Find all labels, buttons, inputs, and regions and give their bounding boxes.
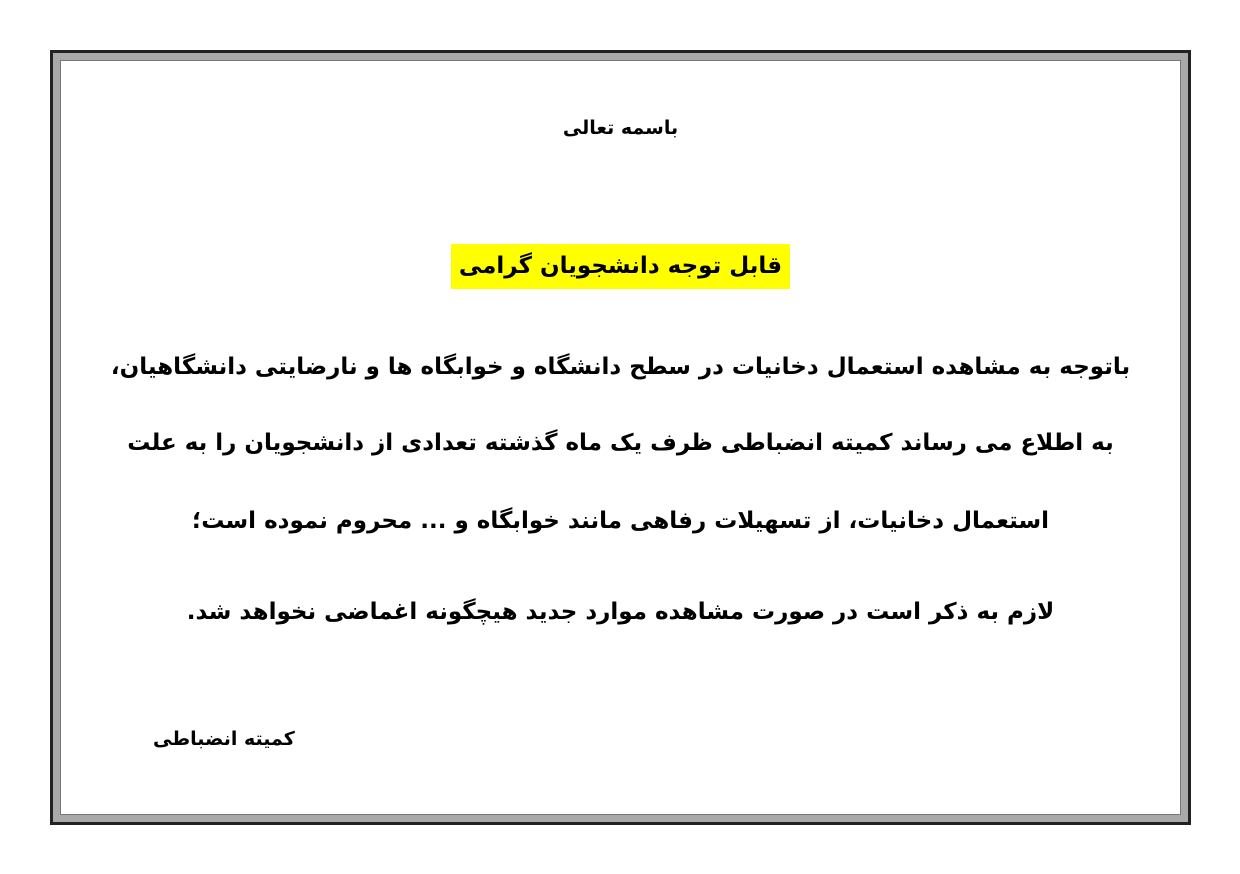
document-frame [50,50,1191,825]
body-line: به اطلاع می رساند کمیته انضباطی ظرف یک ماه گذشته تعدادی از دانشجویان را به علت [127,430,1114,456]
subject-highlight: قابل توجه دانشجویان گرامی [451,244,790,289]
document-page [60,60,1181,815]
body-line: لازم به ذکر است در صورت مشاهده موارد جدید هیچگونه اغماضی نخواهد شد. [186,599,1055,625]
body-line: باتوجه به مشاهده استعمال دخانیات در سطح دانشگاه و خوابگاه ها و نارضایتی دانشگاهیان، [110,354,1131,380]
body-line: استعمال دخانیات، از تسهیلات رفاهی مانند خوابگاه و ... محروم نموده است؛ [192,508,1049,534]
signature: کمیته انضباطی [153,728,295,750]
document-heading: باسمه تعالی [562,117,679,139]
subject-container [61,244,1180,289]
